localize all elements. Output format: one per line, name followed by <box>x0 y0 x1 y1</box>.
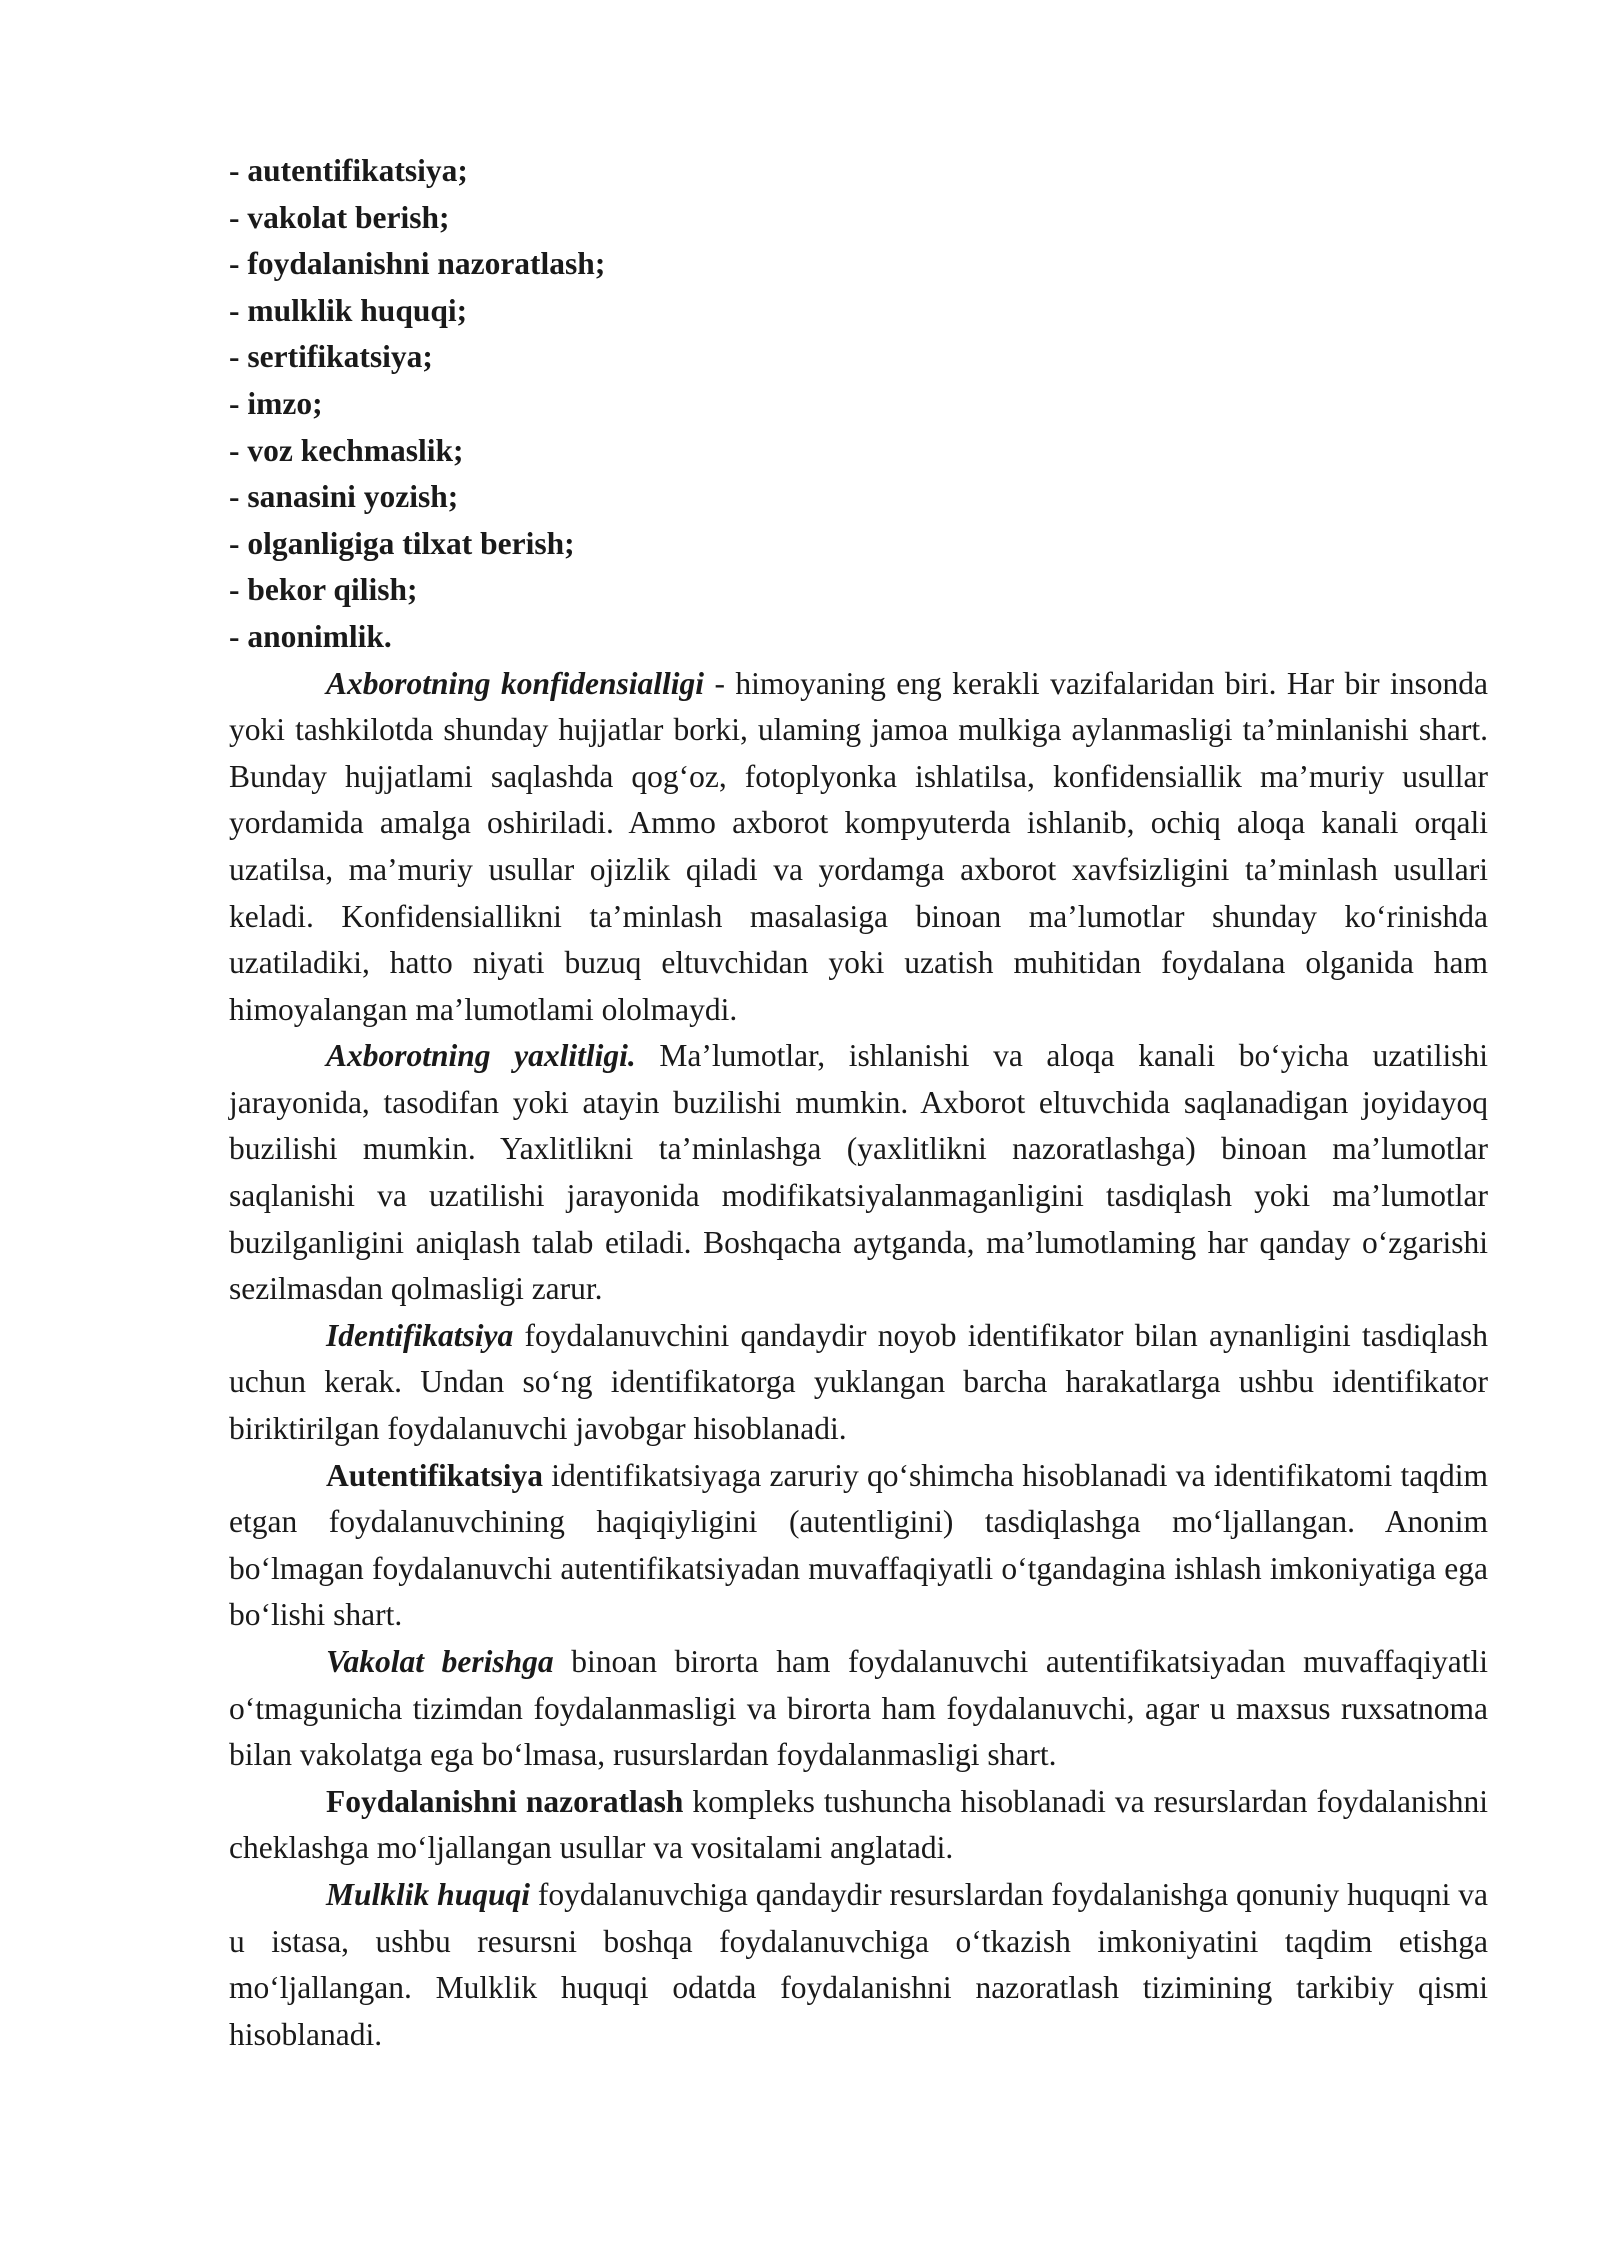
term-access-control: Foydalanishni nazoratlash <box>326 1783 684 1819</box>
term-ownership: Mulklik huquqi <box>326 1876 530 1912</box>
list-item: - anonimlik. <box>229 618 392 654</box>
list-item: - sertifikatsiya; <box>229 339 433 375</box>
list-item: - imzo; <box>229 385 323 421</box>
term-identification: Identifikatsiya <box>326 1317 514 1353</box>
list-item: - voz kechmaslik; <box>229 432 464 468</box>
paragraph-access-control <box>229 1779 1488 1872</box>
paragraph-text: Ma’lumotlar, ishlanishi va aloqa kanali bo‘yicha uzatilishi jarayonida, tasodifan yoki atayin buzilishi mumkin. Axborot eltuvchida saqlanadigan joyidayoq buzilishi mumkin. Yaxlitlikni ta’minlashga (yaxlitlikni nazoratlashga) binoan ma’lumotlar saqlanishi va uzatilishi jarayonida modifikatsiyalanmaganligini tasdiqlash yoki ma’lumotlar buzilganligini aniqlash talab etiladi. Boshqacha aytganda, ma’lumotlaming har qanday o‘zgarishi sezilmasdan qolmasligi zarur. <box>229 1038 1488 1307</box>
paragraph-confidentiality <box>229 661 1488 1034</box>
paragraph-authentication <box>229 1453 1488 1639</box>
list-item: - vakolat berish; <box>229 199 450 235</box>
list-item: - sanasini yozish; <box>229 479 459 515</box>
requirements-list <box>229 148 1488 661</box>
term-confidentiality: Axborotning konfidensialligi <box>326 665 705 701</box>
paragraph-integrity <box>229 1033 1488 1313</box>
paragraph-authorization <box>229 1639 1488 1779</box>
paragraph-text: foydalanuvchiga qandaydir resurslardan foydalanishga qonuniy huquqni va u istasa, ushbu resursni boshqa foydalanuvchiga o‘tkazish imkoniyatini taqdim etishga mo‘ljallangan. Mulklik huquqi odatda foydalanishni nazoratlash tizimining tarkibiy qismi hisoblanadi. <box>229 1876 1489 2052</box>
paragraph-text: - himoyaning eng kerakli vazifalaridan biri. Har bir insonda yoki tashkilotda shunday hujjatlar borki, ulaming jamoa mulkiga aylanmasligi ta’minlanishi shart. Bunday hujjatlami saqlashda qog‘oz, fotoplyonka ishlatilsa, konfidensiallik ma’muriy usullar yordamida amalga oshiriladi. Ammo axborot kompyuterda ishlanib, ochiq aloqa kanali orqali uzatilsa, ma’muriy usullar ojizlik qiladi va yordamga axborot xavfsizligini ta’minlash usullari keladi. Konfidensiallikni ta’minlash masalasiga binoan ma’lumotlar shunday ko‘rinishda uzatiladiki, hatto niyati buzuq eltuvchidan yoki uzatish muhitidan foydalana olganida ham himoyalangan ma’lumotlami ololmaydi. <box>229 665 1488 1027</box>
paragraph-text: binoan birorta ham foydalanuvchi autentifikatsiyadan muvaffaqiyatli o‘tmagunicha tizimdan foydalanmasligi va birorta ham foydalanuvchi, agar u maxsus ruxsatnoma bilan vakolatga ega bo‘lmasa, rusurslardan foydalanmasligi shart. <box>229 1644 1488 1773</box>
paragraph-text: identifikatsiyaga zaruriy qo‘shimcha hisoblanadi va identifikatomi taqdim etgan foydalanuvchining haqiqiyligini (autentligini) tasdiqlashga mo‘ljallangan. Anonim bo‘lmagan foydalanuvchi autentifikatsiyadan muvaffaqiyatli o‘tgandagina ishlash imkoniyatiga ega bo‘lishi shart. <box>229 1457 1488 1633</box>
paragraph-text: foydalanuvchini qandaydir noyob identifikator bilan aynanligini tasdiqlash uchun kerak. Undan so‘ng identifikatorga yuklangan barcha harakatlarga ushbu identifikator biriktirilgan foydalanuvchi javobgar hisoblanadi. <box>229 1317 1488 1447</box>
list-item: - bekor qilish; <box>229 572 418 608</box>
paragraph-identification <box>229 1313 1488 1453</box>
term-integrity: Axborotning yaxlitligi. <box>326 1038 636 1074</box>
document-page <box>229 148 1488 2058</box>
paragraph-ownership <box>229 1872 1488 2058</box>
list-item: - autentifikatsiya; <box>229 153 468 188</box>
list-item: - mulklik huquqi; <box>229 292 468 328</box>
term-authentication: Autentifikatsiya <box>326 1457 544 1493</box>
list-item: - foydalanishni nazoratlash; <box>229 246 606 282</box>
term-authorization: Vakolat berishga <box>326 1644 554 1679</box>
list-item: - olganligiga tilxat berish; <box>229 525 575 561</box>
paragraph-text: kompleks tushuncha hisoblanadi va resurslardan foydalanishni cheklashga mo‘ljallangan usullar va vositalami anglatadi. <box>229 1783 1488 1866</box>
